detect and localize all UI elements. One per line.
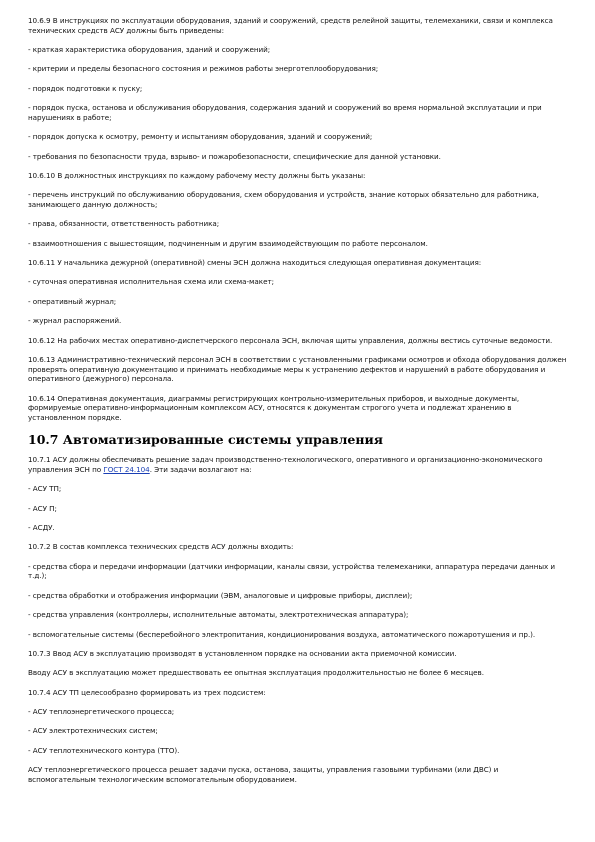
- paragraph-10-6-13: 10.6.13 Административно-технический персонал ЭСН в соответствии с установленными графиками осмотров и обхода оборудования должен проверять оперативную документацию и принимать необходимые меры к устранению дефектов и нарушений в работе оборудования и оперативного (дежурного) персонала.: [28, 355, 567, 384]
- paragraph-text: Вводу АСУ в эксплуатацию может предшествовать ее опытная эксплуатация продолжительностью не более 6 месяцев.: [28, 668, 484, 678]
- list-item: - АСУ П;: [28, 503, 57, 513]
- list-item: - АСУ ТП;: [28, 484, 62, 494]
- list-item: - АСУ электротехнических систем;: [28, 726, 158, 736]
- section-heading: 10.7 Автоматизированные системы управления: [28, 432, 383, 448]
- paragraph-10-6-14: 10.6.14 Оперативная документация, диаграммы регистрирующих контрольно-измерительных приборов, и выходные документы, формируемые оперативно-информационным комплексом АСУ, относятся к документам строгого учета и подлежат хранению в установленном порядке.: [28, 393, 520, 422]
- list-item: - АСДУ.: [28, 522, 55, 532]
- gost-link[interactable]: ГОСТ 24.104: [103, 464, 150, 474]
- list-item: - порядок допуска к осмотру, ремонту и испытаниям оборудования, зданий и сооружений;: [28, 132, 373, 142]
- paragraph-10-6-12: 10.6.12 На рабочих местах оперативно-диспетчерского персонала ЭСН, включая щиты управления, должны вестись суточные ведомости.: [28, 335, 553, 345]
- paragraph-10-6-9: 10.6.9 В инструкциях по эксплуатации оборудования, зданий и сооружений, средств релейной защиты, телемеханики, связи и комплекса технических средств АСУ должны быть приведены:: [28, 16, 553, 35]
- list-item: - оперативный журнал;: [28, 296, 117, 306]
- list-item: - АСУ теплоэнергетического процесса;: [28, 707, 175, 717]
- paragraph-10-7-4: 10.7.4 АСУ ТП целесообразно формировать из трех подсистем:: [28, 687, 266, 697]
- paragraph-10-6-11: 10.6.11 У начальника дежурной (оперативной) смены ЭСН должна находиться следующая оперативная документация:: [28, 258, 482, 268]
- list-item: - требования по безопасности труда, взрыво- и пожаробезопасности, специфические для данной установки.: [28, 151, 441, 161]
- list-item: - критерии и пределы безопасного состояния и режимов работы энерготеплооборудования;: [28, 64, 379, 74]
- list-item: - права, обязанности, ответственность работника;: [28, 219, 220, 229]
- list-item: - средства обработки и отображения информации (ЭВМ, аналоговые и цифровые приборы, дисплеи);: [28, 590, 413, 600]
- list-item: - средства сбора и передачи информации (датчики информации, каналы связи, устройства телемеханики, аппаратура передачи данных и т.д.);: [28, 561, 556, 581]
- list-item: - краткая характеристика оборудования, зданий и сооружений;: [28, 44, 271, 54]
- list-item: - журнал распоряжений.: [28, 316, 122, 326]
- list-item: - вспомогательные системы (бесперебойного электропитания, кондиционирования воздуха, автоматического пожаротушения и пр.).: [28, 629, 536, 639]
- paragraph-text: АСУ теплоэнергетического процесса решает задачи пуска, останова, защиты, управления газовыми турбинами (или ДВС) и вспомогательным технологическим вспомогательным оборудованием.: [28, 765, 499, 784]
- list-item: - средства управления (контроллеры, исполнительные автоматы, электротехническая аппаратура);: [28, 610, 409, 620]
- paragraph-10-6-10: 10.6.10 В должностных инструкциях по каждому рабочему месту должны быть указаны:: [28, 170, 366, 180]
- list-item: - перечень инструкций по обслуживанию оборудования, схем оборудования и устройств, знание которых обязательно для работника, занимающего данную должность;: [28, 190, 539, 209]
- list-item: - взаимоотношения с вышестоящим, подчиненным и другим взаимодействующим по работе персоналом.: [28, 238, 428, 248]
- paragraph-text: 10.7.1 АСУ должны обеспечивать решение задач производственно-технологического, оперативного и организационно-экономического управления ЭСН по: [28, 455, 543, 474]
- paragraph-text: . Эти задачи возлагают на:: [149, 464, 252, 474]
- list-item: - суточная оперативная исполнительная схема или схема-макет;: [28, 277, 274, 287]
- paragraph-10-7-2: 10.7.2 В состав комплекса технических средств АСУ должны входить:: [28, 542, 294, 552]
- list-item: - порядок пуска, останова и обслуживания оборудования, содержания зданий и сооружений во время нормальной эксплуатации и при нарушениях в работе;: [28, 103, 542, 122]
- paragraph-10-7-1: [28, 455, 567, 474]
- list-item: - АСУ теплотехнического контура (ТТО).: [28, 745, 180, 755]
- list-item: - порядок подготовки к пуску;: [28, 83, 143, 93]
- paragraph-10-7-3: 10.7.3 Ввод АСУ в эксплуатацию производят в установленном порядке на основании акта приемочной комиссии.: [28, 648, 457, 658]
